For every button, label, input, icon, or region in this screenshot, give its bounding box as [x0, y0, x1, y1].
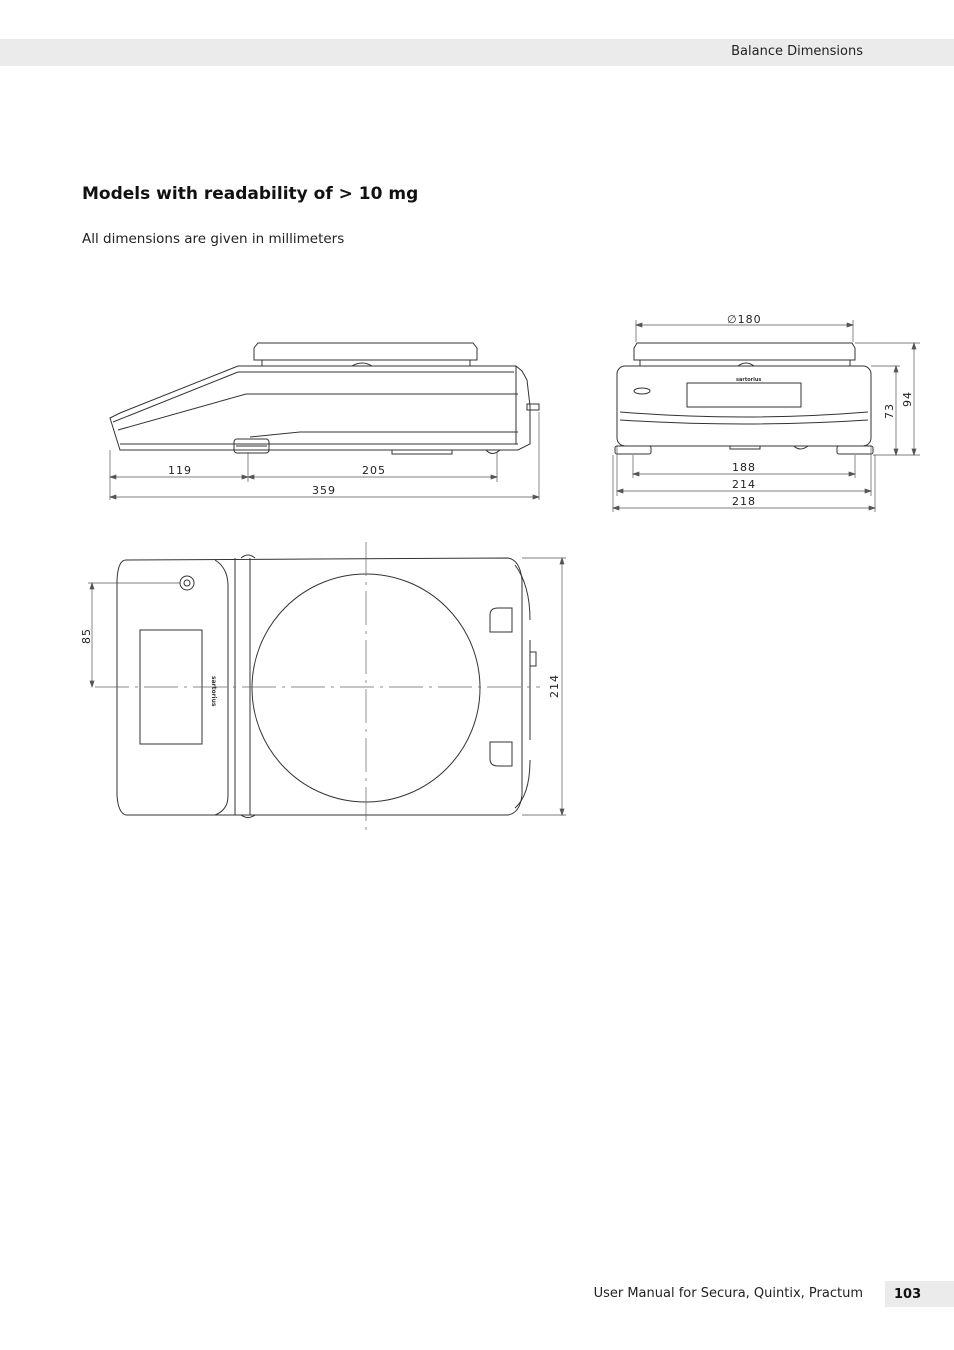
- intro-text: All dimensions are given in millimeters: [82, 231, 345, 247]
- side-dim-feet: 205: [362, 464, 386, 477]
- top-view: [88, 542, 566, 830]
- top-dim-display: 85: [80, 628, 93, 644]
- footer-manual-title: User Manual for Secura, Quintix, Practum: [593, 1286, 863, 1301]
- top-dim-depth: 214: [548, 674, 561, 698]
- front-dim-pan: ∅180: [727, 313, 762, 326]
- front-dim-feet: 188: [732, 461, 756, 474]
- front-dim-height-body: 73: [883, 403, 896, 419]
- header-title: Balance Dimensions: [731, 44, 863, 59]
- top-brand: sartorius: [210, 676, 217, 707]
- section-title: Models with readability of > 10 mg: [82, 184, 419, 204]
- side-dim-front: 119: [168, 464, 192, 477]
- front-dim-width-total: 218: [732, 495, 756, 508]
- front-dim-width: 214: [732, 478, 756, 491]
- front-view: [613, 320, 920, 512]
- page-number: 103: [894, 1287, 922, 1302]
- front-dim-height-total: 94: [901, 391, 914, 407]
- front-brand: sartorius: [736, 377, 762, 383]
- side-dim-total: 359: [312, 484, 336, 497]
